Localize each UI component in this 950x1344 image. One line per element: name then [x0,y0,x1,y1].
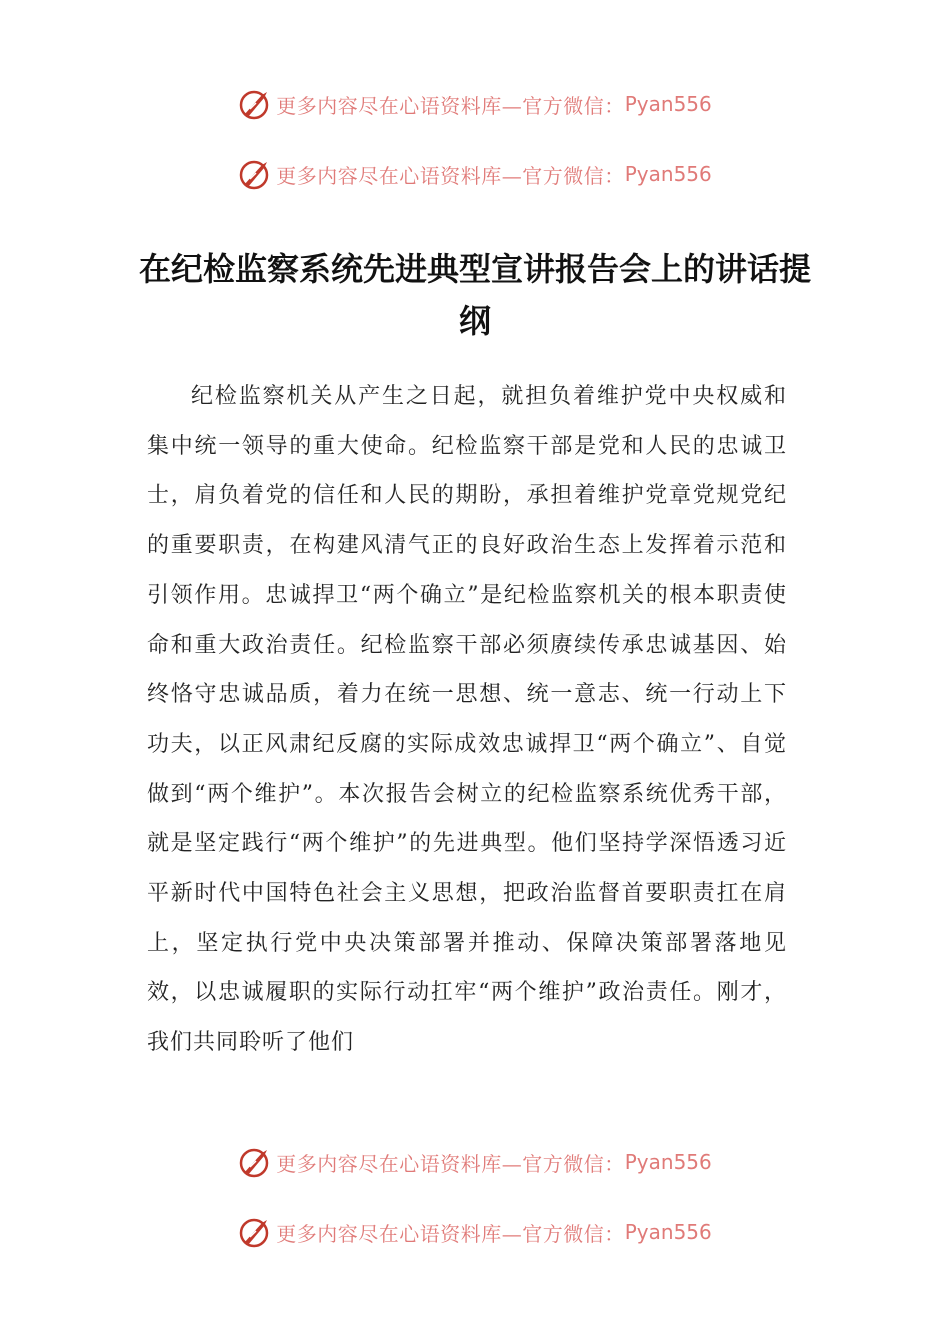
watermark-wechat-id: Pyan556 [624,162,712,186]
watermark-text: 更多内容尽在心语资料库—官方微信： [276,93,625,118]
watermark-wechat-id: Pyan556 [624,1220,712,1244]
watermark-wechat-id: Pyan556 [624,1150,712,1174]
watermark-banner [0,1212,950,1252]
watermark-banner [0,154,950,194]
watermark-text: 更多内容尽在心语资料库—官方微信： [276,1221,625,1246]
body-paragraph: 纪检监察机关从产生之日起，就担负着维护党中央权威和集中统一领导的重大使命。纪检监察干部是党和人民的忠诚卫士，肩负着党的信任和人民的期盼，承担着维护党章党规党纪的重要职责，在构建风清气正的良好政治生态上发挥着示范和引领作用。忠诚捍卫“两个确立”是纪检监察机关的根本职责使命和重大政治责任。纪检监察干部必须赓续传承忠诚基因、始终恪守忠诚品质，着力在统一思想、统一意志、统一行动上下功夫，以正风肃纪反腐的实际成效忠诚捍卫“两个确立”、自觉做到“两个维护”。本次报告会树立的纪检监察系统优秀干部，就是坚定践行“两个维护”的先进典型。他们坚持学深悟透习近平新时代中国特色社会主义思想，把政治监督首要职责扛在肩上，坚定执行党中央决策部署并推动、保障决策部署落地见效，以忠诚履职的实际行动扛牢“两个维护”政治责任。刚才，我们共同聆听了他们 [147,384,787,1056]
watermark-text: 更多内容尽在心语资料库—官方微信： [276,1151,625,1176]
watermark-text: 更多内容尽在心语资料库—官方微信： [276,163,625,188]
watermark-wechat-id: Pyan556 [624,92,712,116]
pen-logo-icon [238,157,272,191]
watermark-banner [0,84,950,124]
pen-logo-icon [238,1215,272,1249]
pen-logo-icon [238,1145,272,1179]
pen-logo-icon [238,87,272,121]
watermark-banner [0,1142,950,1182]
document-title: 在纪检监察系统先进典型宣讲报告会上的讲话提纲 [138,250,811,340]
